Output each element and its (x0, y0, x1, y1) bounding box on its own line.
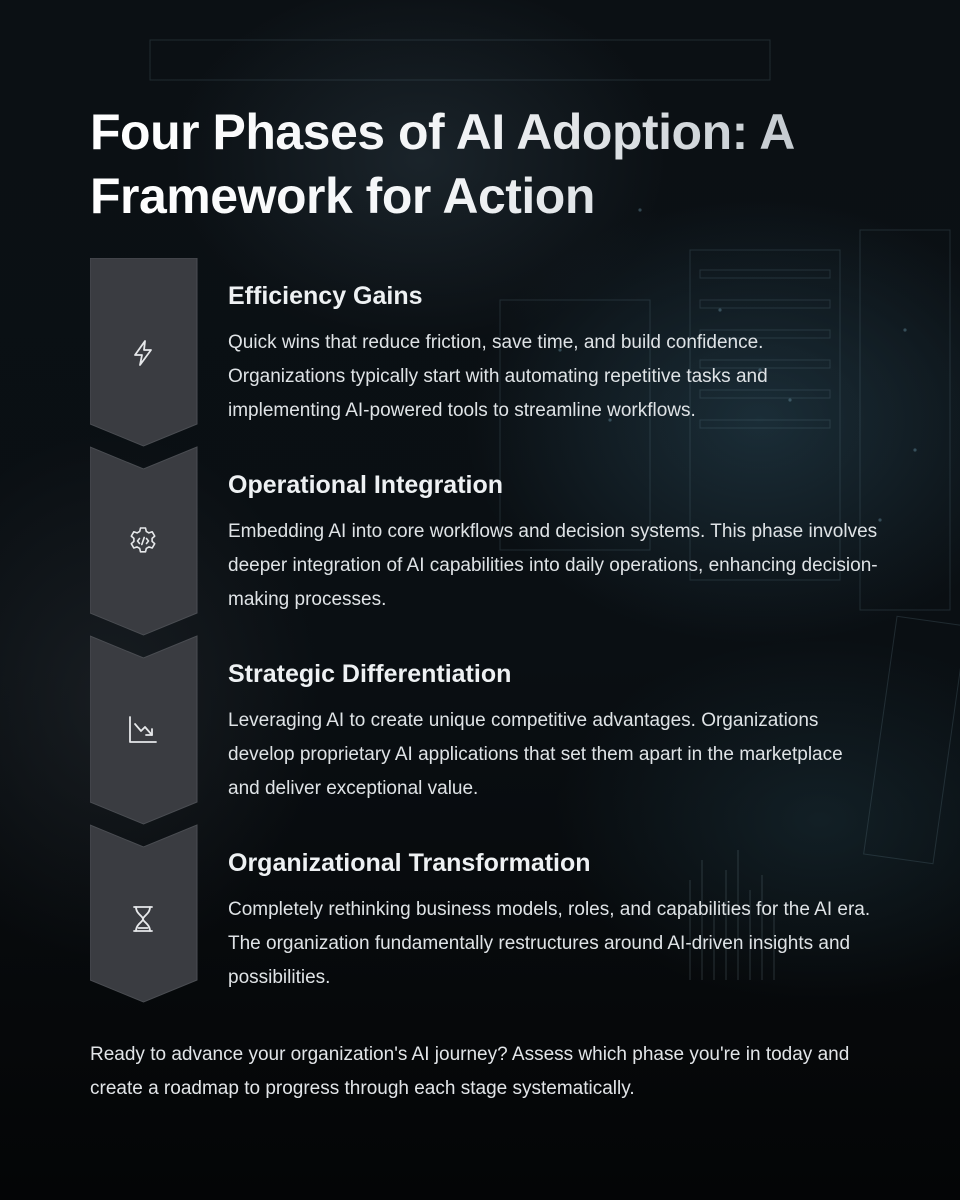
phase-description: Completely rethinking business models, roles, and capabilities for the AI era. The organization fundamentally restructures around AI-driven insights and possibilities. (228, 899, 871, 988)
phase-description: Embedding AI into core workflows and decision systems. This phase involves deeper integration of AI capabilities into daily operations, enhancing decision-making processes. (228, 521, 878, 610)
gear-code-icon (126, 524, 160, 558)
phase-2 (228, 469, 878, 617)
phase-chevron-stack (90, 258, 200, 1023)
phase-4 (228, 847, 878, 995)
phase-3 (228, 658, 878, 806)
phase-description: Quick wins that reduce friction, save time, and build confidence. Organizations typically start with automating repetitive tasks and implementing AI-powered tools to streamline workflows. (228, 332, 768, 421)
page-title: Four Phases of AI Adoption: A Framework for Action (90, 100, 890, 228)
phase-title: Efficiency Gains (228, 282, 423, 310)
phase-title: Strategic Differentiation (228, 660, 512, 688)
phase-title: Operational Integration (228, 471, 504, 499)
call-to-action-text: Ready to advance your organization's AI journey? Assess which phase you're in today and create a roadmap to progress through each stage systematically. (90, 1044, 850, 1099)
trend-chart-icon (126, 713, 160, 747)
phase-1 (228, 280, 878, 428)
phase-description: Leveraging AI to create unique competitive advantages. Organizations develop proprietary AI applications that set them apart in the marketplace and deliver exceptional value. (228, 710, 843, 799)
hourglass-icon (126, 902, 160, 936)
phase-title: Organizational Transformation (228, 849, 591, 877)
lightning-icon (126, 336, 160, 370)
